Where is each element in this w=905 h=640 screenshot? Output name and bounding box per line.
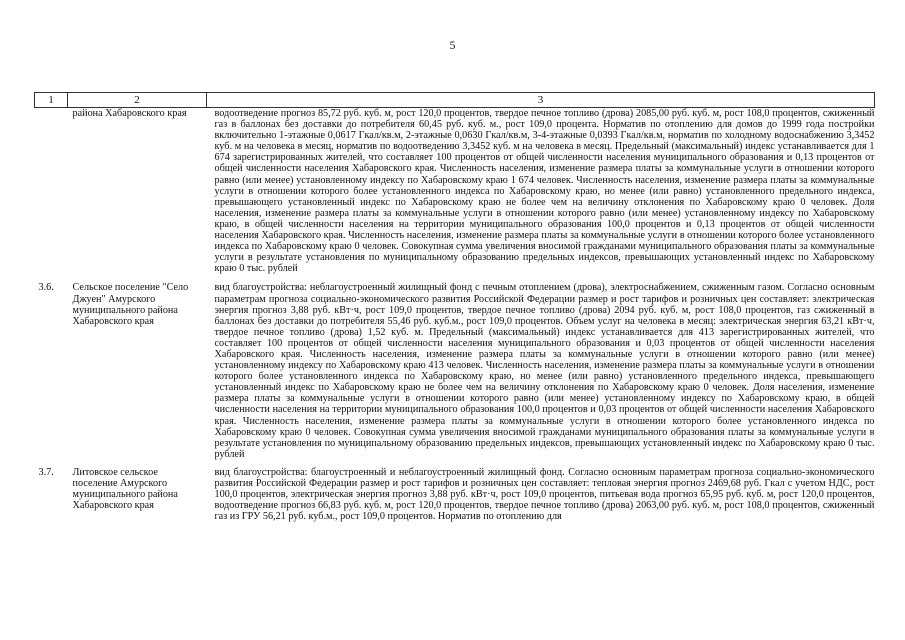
table-header-row <box>35 93 875 108</box>
table-row <box>35 460 875 522</box>
row-number: 3.6. <box>38 282 54 294</box>
row-number: 3.7. <box>38 466 54 478</box>
page-number: 5 <box>449 38 456 52</box>
row-number <box>35 108 68 275</box>
column-header-2: 2 <box>68 93 207 108</box>
municipality-name: Литовское сельское поселение Амурского муниципального района Хабаровского края <box>72 466 178 512</box>
row-description: водоотведение прогноз 85,72 руб. куб. м, рост 120,0 процентов, твердое печное топливо (дрова) 2085,00 руб. куб. м, рост 108,0 процентов, сжиженный газ в баллонах без доставки до потребителя 60,45 руб. куб. м., рост 109,0 процента. Норматив по отоплению для домов до 1999 года постройки включительно 1-этажные 0,0617 Гкал/кв.м, 2-этажные 0,0630 Гкал/кв.м, 3-4-этажные 0,0393 Гкал/кв.м, норматив по холодному водоснабжению 3,3452 куб. м на человека в месяц, норматив по водоотведению 3,3452 куб. м на человека в месяц. Предельный (максимальный) индекс устанавливается для 1 674 зарегистрированных жителей, что составляет 100 процентов от общей численности населения муниципального образования и 0,13 процентов от общей численности населения Хабаровского края. Численность населения, изменение размера платы за коммунальные услуги в отношении которого равно (или менее) установленному индексу по Хабаровскому краю 1 674 человек. Численность населения, изменение размера платы за коммунальные услуги в отношении которого более установленного индекса по Хабаровскому краю, но менее (или равно) установленного предельного индекса, превышающего установленный индекс по Хабаровскому краю не более чем на величину отклонения по Хабаровскому краю 0 человек. Доля населения, изменение размера платы за коммунальные услуги в отношении которого равно (или менее) установленному индексу по Хабаровскому краю, в общей численности населения на территории муниципального образования 100,0 процентов и 0,13 процентов от общей численности населения Хабаровского края. Численность населения, изменение размера платы за коммунальные услуги в отношении которого более установленного индекса по Хабаровскому краю 0 человек. Совокупная сумма увеличения вносимой гражданами муниципального образования платы за коммунальные услуги в результате установления по муниципальному образованию предельных индексов, превышающих установленный индекс по Хабаровскому краю 0 тыс. рублей <box>214 108 875 275</box>
row-description: вид благоустройства: неблагоустроенный жилищный фонд с печным отоплением (дрова), электроснабжением, сжиженным газом. Согласно основным параметрам прогноза социально-экономического развития Российской Федерации размер и рост тарифов и розничных цен составляет: электрическая энергия прогноз 3,88 руб. кВт·ч, рост 109,0 процентов, твердое печное топливо (дрова) 2094 руб. куб. м, рост 108,0 процентов, газ сжиженный в баллонах без доставки до потребителя 55,46 руб. куб.м., рост 109,0 процентов. Объем услуг на человека в месяц: электрическая энергия 63,21 кВт·ч, твердое печное топливо (дрова) 1,52 куб. м. Предельный (максимальный) индекс устанавливается для 413 зарегистрированных жителей, что составляет 100 процентов от общей численности населения муниципального образования и 0,03 процентов от общей численности населения Хабаровского края. Численность населения, изменение размера платы за коммунальные услуги в отношении которого равно (или менее) установленному индексу по Хабаровскому краю 413 человек. Численность населения, изменение размера платы за коммунальные услуги в отношении которого более установленного индекса по Хабаровскому краю, но менее (или равно) установленного предельного индекса, превышающего установленный индекс по Хабаровскому краю не более чем на величину отклонения по Хабаровскому краю 0 человек. Доля населения, изменение размера платы за коммунальные услуги в отношении которого равно (или менее) установленному индексу по Хабаровскому краю, в общей численности населения на территории муниципального образования 100,0 процентов и 0,03 процентов от общей численности населения Хабаровского края. Численность населения, изменение размера платы за коммунальные услуги в отношении которого более установленного индекса по Хабаровскому краю 0 человек. Совокупная сумма увеличения вносимой гражданами муниципального образования платы за коммунальные услуги в результате установления по муниципальному образованию предельных индексов, превышающих установленный индекс по Хабаровскому краю 0 тыс. рублей <box>214 282 875 460</box>
column-header-3: 3 <box>207 93 875 108</box>
tariff-table <box>34 92 875 522</box>
municipality-name: Сельское поселение "Село Джуен" Амурского муниципального района Хабаровского края <box>72 282 189 327</box>
column-header-1: 1 <box>35 93 68 108</box>
table-row <box>35 274 875 460</box>
table-row <box>35 108 875 275</box>
municipality-name: района Хабаровского края <box>72 108 187 119</box>
row-description: вид благоустройства: благоустроенный и неблагоустроенный жилищный фонд. Согласно основным параметрам прогноза социально-экономического развития Российской Федерации размер и рост тарифов и розничных цен составляет: тепловая энергия прогноз 2469,68 руб. Гкал с учетом НДС, рост 100,0 процентов, электрическая энергия прогноз 3,88 руб. кВт·ч, рост 109,0 процентов, питьевая вода прогноз 65,95 руб. куб. м, рост 120,0 процентов, водоотведение прогноз 66,83 руб. куб. м, рост 120,0 процентов, твердое печное топливо (дрова) 2063,00 руб. куб. м, рост 108,0 процентов, сжиженный газ из ГРУ 56,21 руб. куб.м., рост 109,0 процентов. Норматив по отоплению для <box>214 466 875 523</box>
